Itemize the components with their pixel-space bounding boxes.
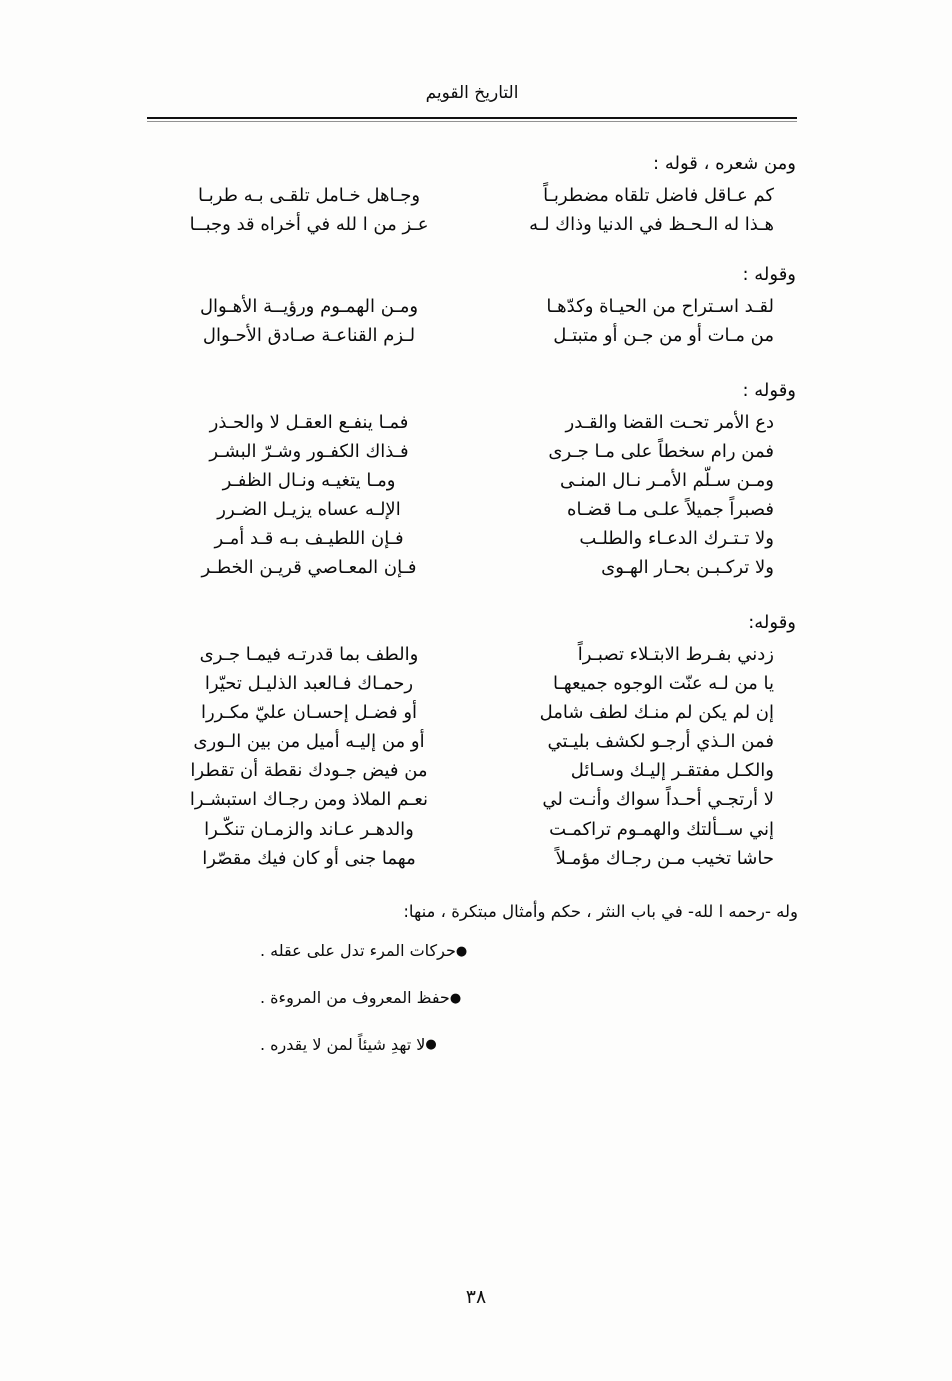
verse-hemistich: عـز من ا لله في أخراه قد وجبــا	[189, 214, 429, 236]
verse-hemistich: لقـد اسـتراح من الحيـاة وكدّهـا	[546, 296, 774, 318]
hemistich-column-first	[472, 181, 802, 239]
verse-hemistich: نعـم الملاذ ومن رجـاك استبشـرا	[189, 789, 429, 811]
verse-hemistich: والكـل مفتقـر إليـك وسـائل	[570, 760, 774, 782]
list-item	[142, 939, 802, 964]
verse-hemistich: دع الأمر تحـت القضا والقـدر	[565, 411, 774, 433]
verse-hemistich: فـذاك الكفـور وشـرّ البشـر	[209, 440, 409, 462]
verse-hemistich: زدني بفـرط الابتـلاء تصبـراً	[577, 643, 774, 665]
verse-hemistich: الإلـه عساه يزيـل الضـرر	[217, 499, 401, 521]
verse-hemistich: فمـا ينفـع العقـل لا والحـذر	[209, 411, 409, 433]
page-number: ٣٨	[465, 1286, 487, 1308]
verse-hemistich: فصبراً جميلاً علـى مـا قضـاه	[567, 499, 774, 521]
verse-hemistich: فمن رام سخطاً على مـا جـرى	[548, 440, 774, 462]
verse-hemistich: ومـن سـلّم الأمـر نـال المنـى	[559, 469, 774, 491]
aphorism-text: حركات المرء تدل على عقله .	[260, 941, 456, 961]
verse-hemistich: فـإن المعـاصي قريـن الخطـر	[201, 557, 417, 579]
hemistich-column-first	[472, 292, 802, 350]
prose-paragraph: وله -رحمه ا لله- في باب النثر ، حكم وأمثال مبتكرة ، منها:	[403, 901, 798, 921]
running-header	[147, 84, 797, 103]
verse-hemistich: من فيض جـودك نقطة أن تقطرا	[190, 760, 428, 782]
verse-hemistich: مهما جنى أو كان فيك مقصّرا	[202, 847, 416, 869]
bullet-icon: ●	[425, 1037, 437, 1053]
header-divider	[147, 117, 797, 119]
verse-hemistich: فمن الـذي أرجـو لكشف بليـتي	[547, 731, 774, 753]
verse-block	[142, 408, 802, 583]
section-intro: وقوله :	[742, 264, 796, 286]
hemistich-column-first	[472, 640, 802, 873]
hemistich-column-first	[472, 408, 802, 583]
verse-hemistich: والطف بما قدرتـه فيمـا جـرى	[199, 643, 419, 665]
verse-hemistich: لـزم القناعـة صـادق الأحـوال	[202, 325, 416, 347]
section-intro: وقوله:	[748, 611, 796, 633]
verse-hemistich: كم عـاقل فاضل تلقاه مضطربـاً	[543, 185, 774, 206]
verse-hemistich: لا أرتجـي أحـداً سواك وأنـت لي	[542, 789, 774, 811]
verse-hemistich: إن لم يكن لم منـك لطف شامل	[539, 701, 774, 723]
verse-hemistich: هـذا له الـحـظ في الدنيا وذاك لـه	[529, 214, 774, 236]
aphorism-text: حفظ المعروف من المروءة .	[260, 988, 450, 1008]
hemistich-column-second	[142, 408, 472, 583]
bullet-icon: ●	[449, 990, 462, 1006]
poetry-section	[142, 609, 802, 873]
aphorism-text: لا تهدِ شيئاً لمن لا يقدره .	[260, 1035, 426, 1055]
verse-block	[142, 640, 802, 873]
verse-hemistich: رحمـاك فـالعبد الذليـل تحيّرا	[204, 672, 414, 694]
list-item	[142, 986, 802, 1011]
verse-hemistich: ومـن الهمـوم ورؤيــة الأهـوال	[199, 296, 419, 318]
verse-hemistich: حاشا تخيب مـن رجـاك مؤمـلاً	[555, 847, 774, 869]
hemistich-column-second	[142, 292, 472, 350]
poetry-section	[142, 377, 802, 583]
verse-hemistich: أو فضـل إحسـان عليّ مكـررا	[200, 701, 418, 723]
verse-hemistich: وجـاهل خـامل تلقـى بـه طربـا	[197, 185, 421, 206]
bullet-icon: ●	[455, 943, 468, 959]
verse-hemistich: والدهـر عـاند والزمـان تنكّـرا	[204, 818, 414, 840]
book-title: التاريخ القويم	[425, 83, 519, 103]
hemistich-column-second	[142, 640, 472, 873]
verse-hemistich: يا من لـه عنّت الوجوه جميعهـا	[552, 672, 774, 694]
poetry-sections	[142, 150, 802, 873]
section-intro: ومن شعره ، قوله :	[653, 153, 796, 174]
verse-block	[142, 292, 802, 350]
verse-hemistich: أو من إليـه أميل من بين الـورى	[193, 731, 425, 753]
verse-hemistich: إني ســألتك والهمـوم تراكمـت	[549, 818, 774, 840]
verse-hemistich: فـإن اللطيـف بـه قـد أمـر	[214, 528, 404, 550]
aphorism-list	[142, 939, 802, 1058]
poetry-section	[142, 150, 802, 239]
verse-hemistich: من مـات أو من جـن أو متبتـل	[553, 325, 774, 347]
poetry-section	[142, 261, 802, 350]
hemistich-column-second	[142, 181, 472, 239]
section-intro: وقوله :	[742, 379, 796, 401]
list-item	[142, 1033, 802, 1058]
verse-hemistich: ومـا يتغيـه ونـال الظفـر	[222, 469, 396, 491]
verse-hemistich: ولا تركـبـن بحـار الهـوى	[601, 557, 774, 579]
page-body	[142, 150, 802, 1080]
verse-hemistich: ولا تـتـرك الدعـاء والطلـب	[579, 528, 774, 550]
verse-block	[142, 181, 802, 239]
